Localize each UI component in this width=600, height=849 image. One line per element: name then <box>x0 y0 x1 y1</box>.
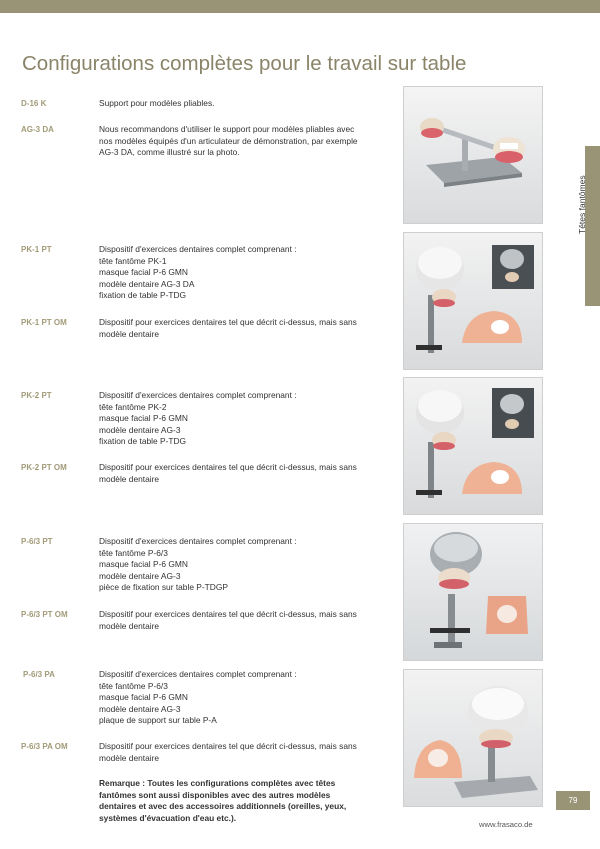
desc-line: plaque de support sur table P-A <box>99 715 217 726</box>
desc-line: Support pour modèles pliables. <box>99 98 215 108</box>
desc-line: modèle dentaire <box>99 620 160 631</box>
item-description <box>99 741 394 764</box>
desc-line: tête fantôme PK-2 <box>99 401 167 412</box>
desc-line: modèle dentaire AG-3 <box>99 703 181 714</box>
note-line: systèmes d'évacuation d'eau etc.). <box>99 812 237 823</box>
desc-line: modèle dentaire AG-3 DA <box>99 278 195 289</box>
desc-line: Dispositif pour exercices dentaires tel que décrit ci-dessus, mais sans <box>99 741 357 751</box>
desc-line: fixation de table P-TDG <box>99 436 187 447</box>
note-line: Remarque : Toutes les configurations complètes avec têtes <box>99 778 336 788</box>
desc-line: Dispositif pour exercices dentaires tel que décrit ci-dessus, mais sans <box>99 317 357 327</box>
item-description <box>99 536 394 594</box>
item-code: PK-2 PT OM <box>21 463 67 472</box>
side-tab <box>585 146 600 306</box>
desc-line: modèle dentaire <box>99 328 160 339</box>
item-description <box>99 244 394 302</box>
desc-line: tête fantôme P-6/3 <box>99 680 168 691</box>
item-code: PK-2 PT <box>21 391 52 400</box>
item-description <box>99 124 394 159</box>
item-code: P-6/3 PA <box>23 670 55 679</box>
item-description <box>99 317 394 340</box>
note-line: dentaires et avec des accessoires additionnels (oreilles, yeux, <box>99 801 347 812</box>
desc-line: pièce de fixation sur table P-TDGP <box>99 582 228 593</box>
photo-phantom-head-pk1 <box>403 232 543 370</box>
desc-line: modèle dentaire <box>99 752 160 763</box>
desc-line: fixation de table P-TDG <box>99 290 187 301</box>
photo-phantom-head-p63-table-fixture <box>403 523 543 661</box>
desc-line: masque facial P-6 GMN <box>99 559 188 570</box>
item-code: D-16 K <box>21 99 47 108</box>
remark-note <box>99 778 394 824</box>
desc-line: Dispositif d'exercices dentaires complet comprenant : <box>99 390 297 400</box>
desc-line: nos modèles équipés d'un articulateur de démonstration, par exemple <box>99 135 358 146</box>
desc-line: masque facial P-6 GMN <box>99 692 188 703</box>
desc-line: masque facial P-6 GMN <box>99 413 188 424</box>
item-code: P-6/3 PA OM <box>21 742 68 751</box>
item-description <box>99 669 394 727</box>
item-code: PK-1 PT <box>21 245 52 254</box>
note-line: fantômes sont aussi disponibles avec des autres modèles <box>99 789 331 800</box>
item-code: P-6/3 PT <box>21 537 53 546</box>
item-description <box>99 609 394 632</box>
desc-line: masque facial P-6 GMN <box>99 267 188 278</box>
desc-line: Dispositif d'exercices dentaires complet comprenant : <box>99 669 297 679</box>
item-description <box>99 462 394 485</box>
desc-line: modèle dentaire AG-3 <box>99 570 181 581</box>
desc-line: Dispositif pour exercices dentaires tel que décrit ci-dessus, mais sans <box>99 462 357 472</box>
desc-line: Nous recommandons d'utiliser le support pour modèles pliables avec <box>99 124 355 134</box>
page-number: 79 <box>556 791 590 810</box>
desc-line: tête fantôme P-6/3 <box>99 547 168 558</box>
photo-model-stand <box>403 86 543 224</box>
item-code: P-6/3 PT OM <box>21 610 68 619</box>
footer-url: www.frasaco.de <box>479 820 533 829</box>
photo-phantom-head-pk2 <box>403 377 543 515</box>
desc-line: Dispositif d'exercices dentaires complet comprenant : <box>99 536 297 546</box>
item-code: AG-3 DA <box>21 125 54 134</box>
desc-line: Dispositif pour exercices dentaires tel que décrit ci-dessus, mais sans <box>99 609 357 619</box>
desc-line: modèle dentaire <box>99 473 160 484</box>
top-accent-bar <box>0 0 600 13</box>
section-side-label: Têtes fantômes <box>577 175 587 234</box>
item-description <box>99 390 394 448</box>
desc-line: Dispositif d'exercices dentaires complet comprenant : <box>99 244 297 254</box>
desc-line: AG-3 DA, comme illustré sur la photo. <box>99 147 240 158</box>
item-description <box>99 98 394 110</box>
page-title: Configurations complètes pour le travail sur table <box>22 52 467 75</box>
desc-line: tête fantôme PK-1 <box>99 255 167 266</box>
photo-phantom-head-p63-support-plate <box>403 669 543 807</box>
desc-line: modèle dentaire AG-3 <box>99 424 181 435</box>
item-code: PK-1 PT OM <box>21 318 67 327</box>
